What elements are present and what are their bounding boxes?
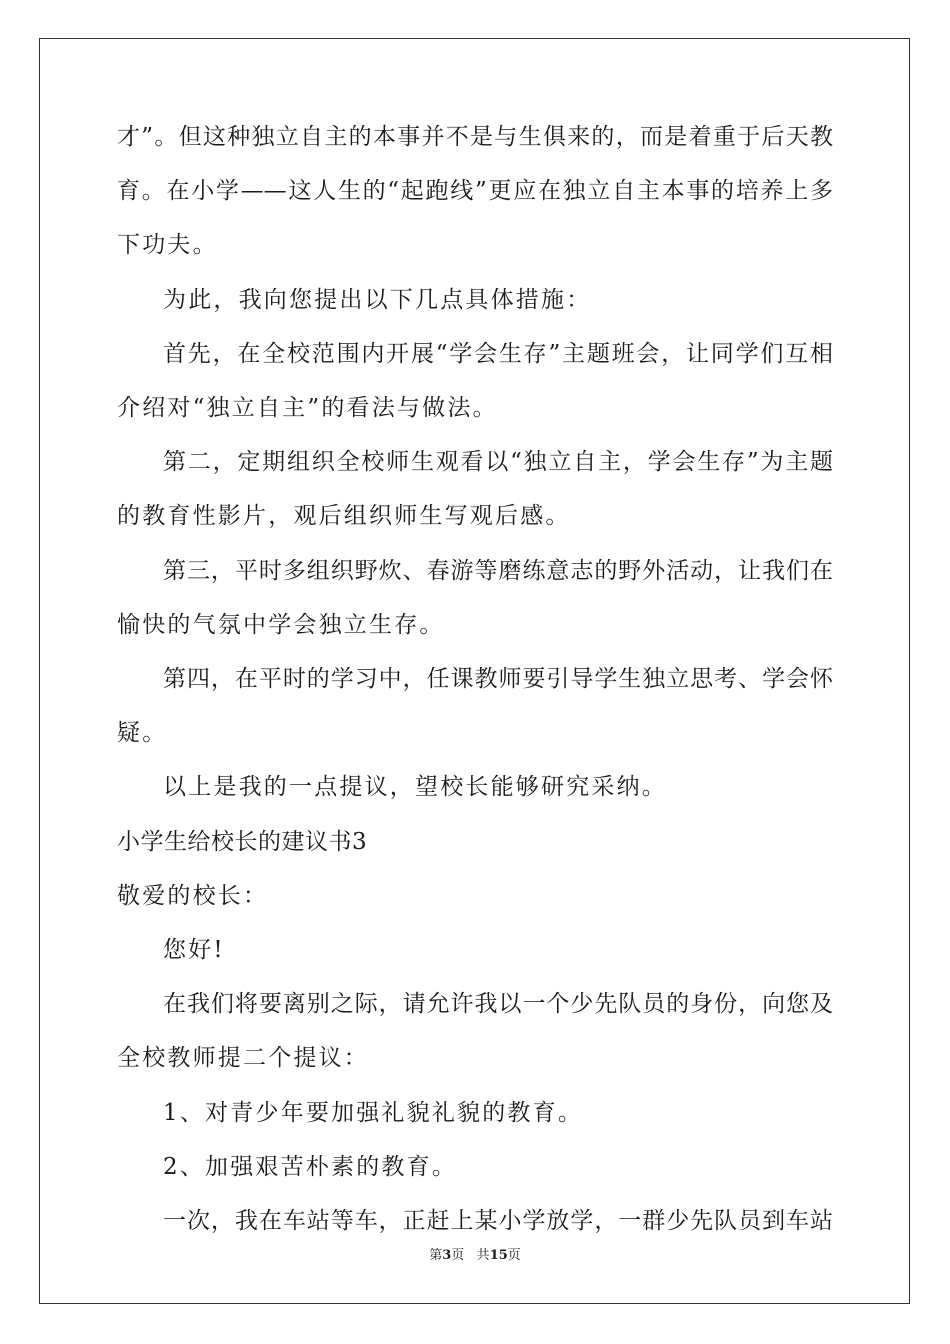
text-line: 第四，在平时的学习中，任课教师要引导学生独立思考、学会怀 (163, 666, 833, 692)
list-item: 1、对青少年要加强礼貌礼貌的教育。 (163, 1100, 584, 1126)
text-line: 育。在小学——这人生的“起跑线”更应在独立自主本事的培养上多 (117, 178, 833, 204)
total-page-number: 15 (489, 1248, 508, 1263)
text-line: 第三，平时多组织野炊、春游等磨练意志的野外活动，让我们在 (163, 558, 833, 584)
greeting: 您好! (163, 937, 225, 963)
text-line: 介绍对“独立自主”的看法与做法。 (117, 395, 498, 421)
text-line: 一次，我在车站等车，正赶上某小学放学，一群少先队员到车站 (163, 1208, 833, 1234)
list-item: 2、加强艰苦朴素的教育。 (163, 1154, 458, 1180)
section-heading: 小学生给校长的建议书3 (117, 829, 368, 855)
page-footer (0, 1248, 950, 1264)
text-line: 的教育性影片，观后组织师生写观后感。 (117, 503, 571, 529)
text-line: 疑。 (117, 720, 168, 746)
current-page-number: 3 (442, 1248, 452, 1263)
text-line: 才”。但这种独立自主的本事并不是与生俱来的，而是着重于后天教 (117, 124, 833, 150)
text-line: 以上是我的一点提议，望校长能够研究采纳。 (163, 774, 667, 800)
text-line: 为此，我向您提出以下几点具体措施： (163, 287, 592, 313)
page-prefix: 第 (429, 1248, 443, 1263)
total-suffix: 页 (507, 1248, 521, 1263)
page-suffix: 页 (451, 1248, 465, 1263)
total-prefix: 共 (476, 1248, 490, 1263)
text-line: 首先，在全校范围内开展“学会生存”主题班会，让同学们互相 (163, 341, 833, 367)
salutation: 敬爱的校长： (117, 883, 269, 909)
text-line: 全校教师提二个提议： (117, 1045, 369, 1071)
text-line: 在我们将要离别之际，请允许我以一个少先队员的身份，向您及 (163, 991, 833, 1017)
text-line: 愉快的气氛中学会独立生存。 (117, 612, 445, 638)
text-line: 下功夫。 (117, 232, 218, 258)
text-line: 第二，定期组织全校师生观看以“独立自主，学会生存”为主题 (163, 449, 833, 475)
